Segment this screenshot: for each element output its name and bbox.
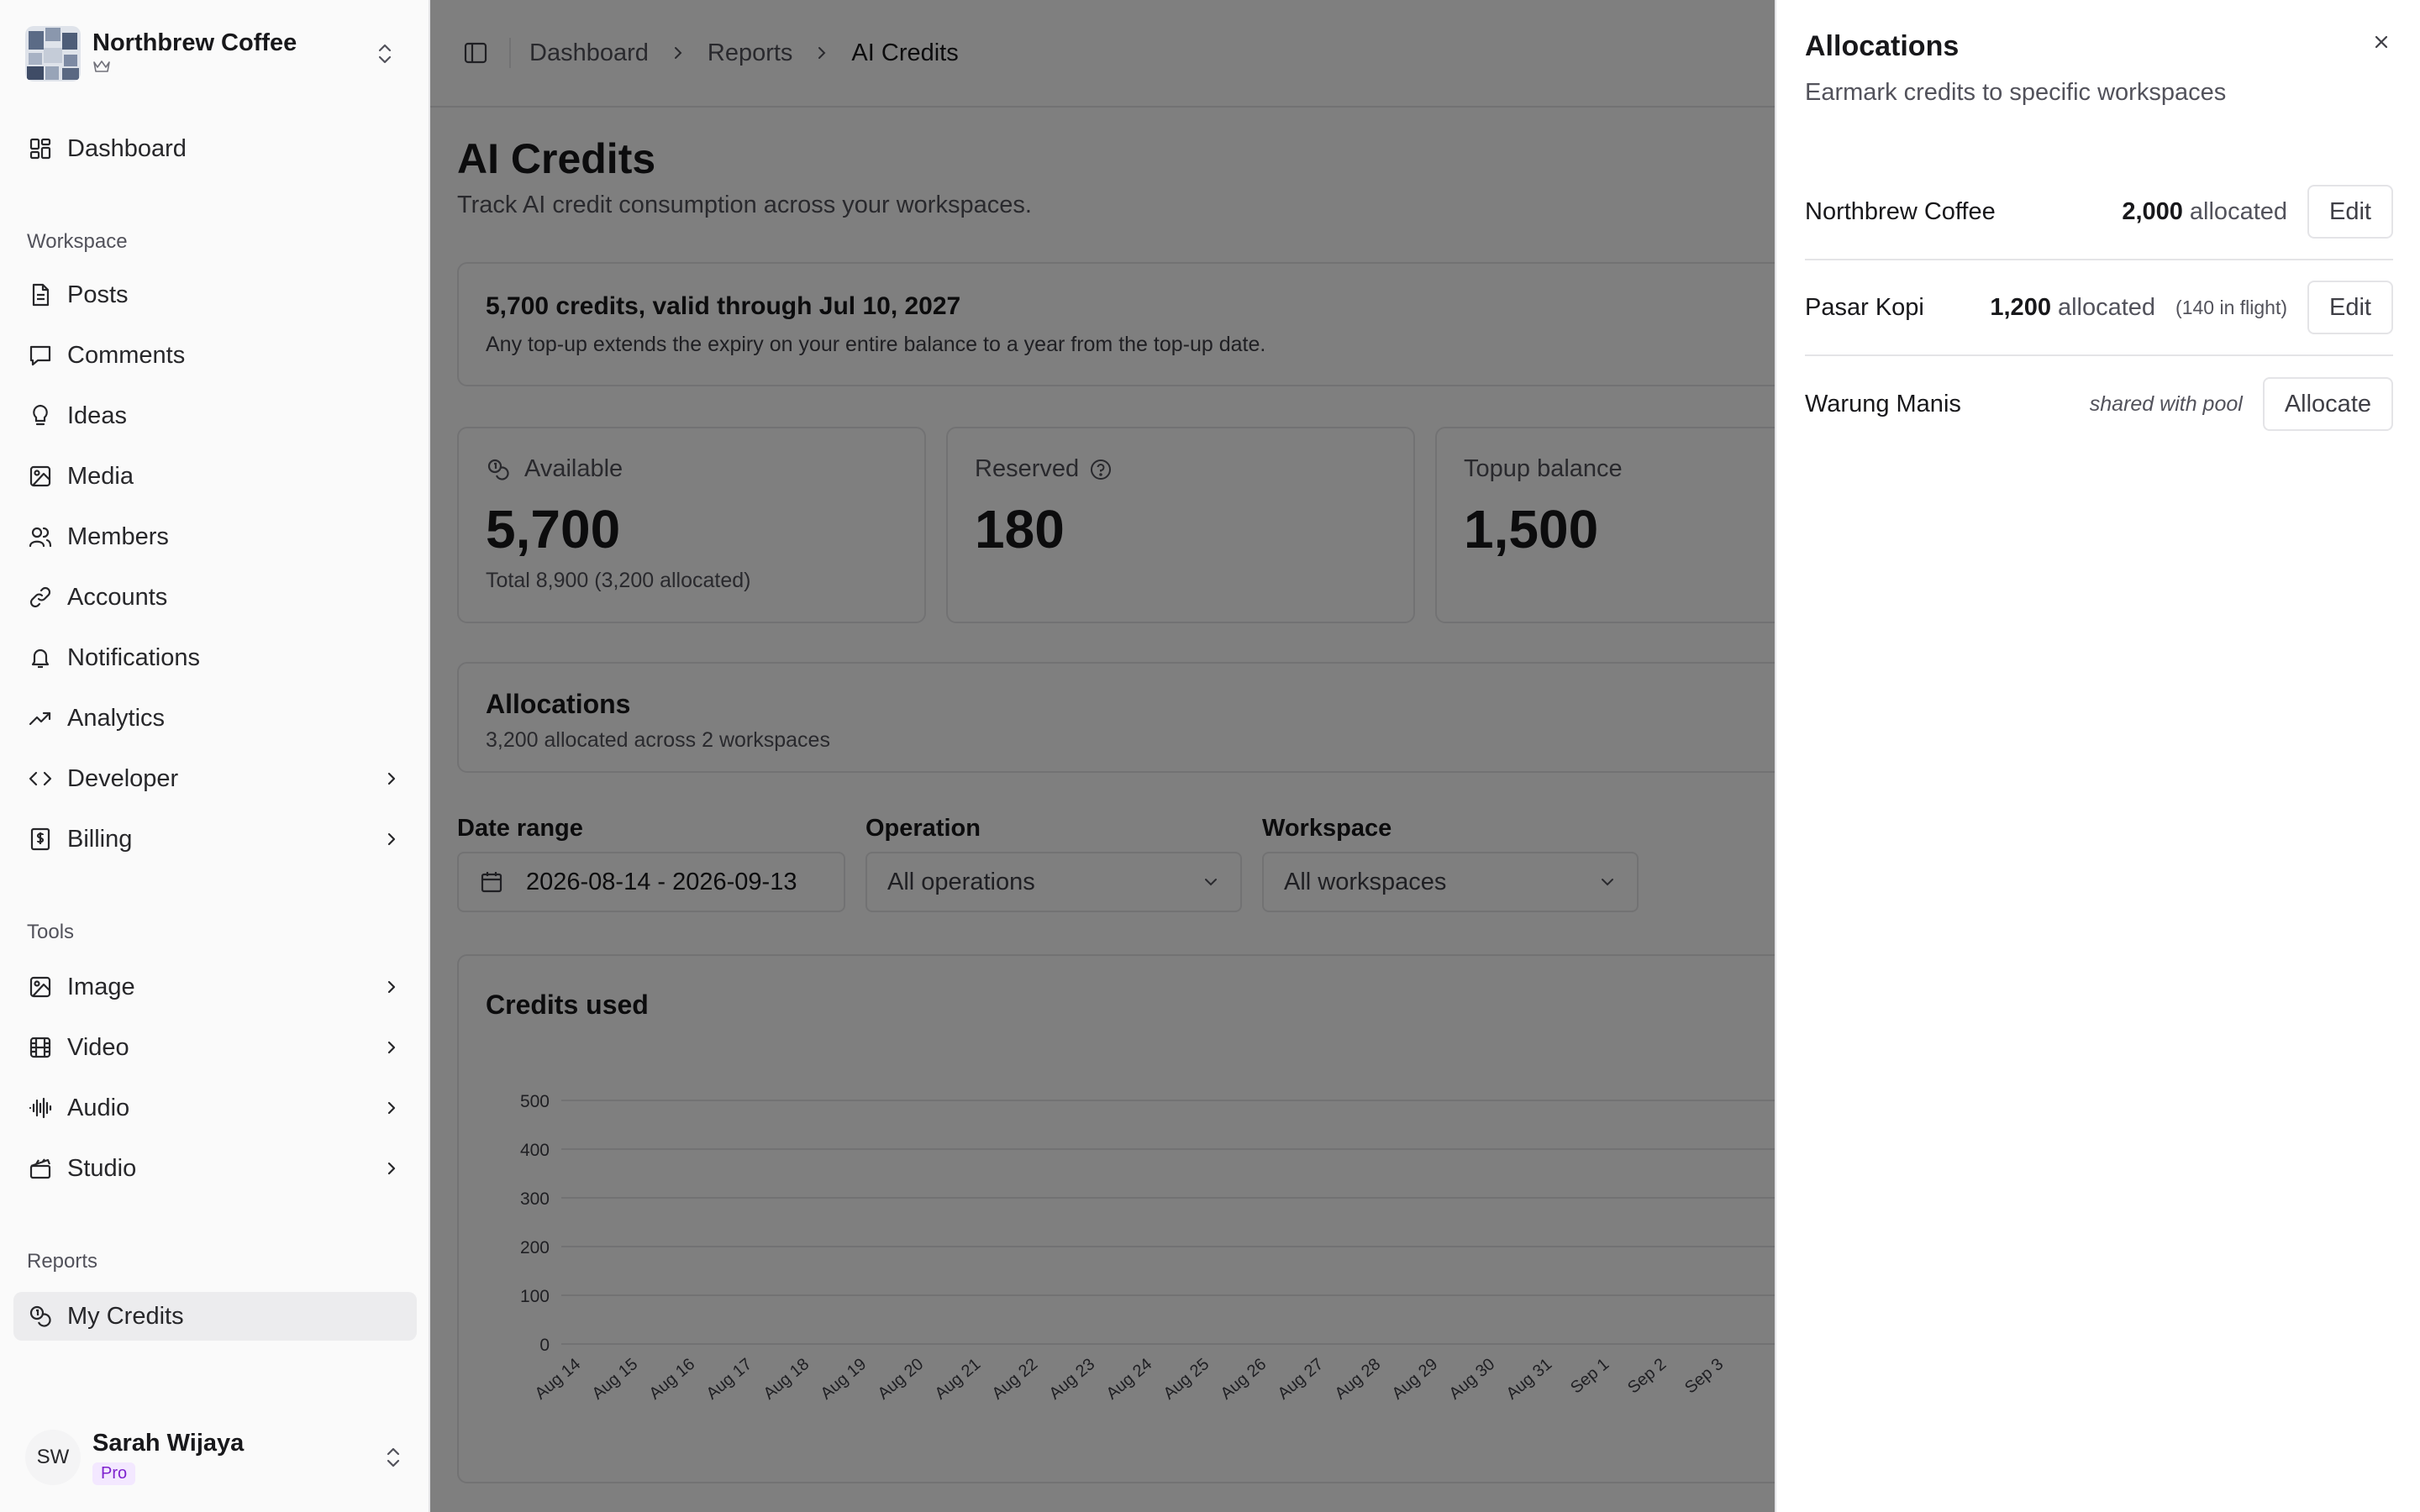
nav-video[interactable]	[13, 1023, 417, 1072]
section-reports: Reports	[27, 1250, 98, 1273]
nav-comments-label: Comments	[67, 341, 186, 369]
shared-with-pool-text: shared with pool	[2089, 391, 2243, 416]
nav-developer[interactable]	[13, 754, 417, 803]
nav-ideas[interactable]	[13, 391, 417, 440]
nav-accounts-label: Accounts	[67, 583, 168, 611]
audio-waveform-icon	[27, 1095, 54, 1121]
image-icon	[27, 974, 54, 1000]
chevron-right-icon	[380, 975, 403, 999]
nav-analytics[interactable]	[13, 694, 417, 743]
nav-accounts[interactable]	[13, 573, 417, 622]
nav-studio[interactable]	[13, 1144, 417, 1193]
nav-members-label: Members	[67, 522, 169, 550]
chevron-right-icon	[380, 1157, 403, 1180]
section-tools: Tools	[27, 921, 75, 943]
nav-audio[interactable]	[13, 1084, 417, 1132]
link-icon	[27, 584, 54, 611]
section-workspace: Workspace	[27, 230, 128, 253]
close-icon	[2371, 32, 2391, 52]
edit-button[interactable]: Edit	[2307, 281, 2393, 334]
nav-billing-label: Billing	[67, 825, 133, 853]
nav-video-label: Video	[67, 1033, 129, 1061]
nav-ideas-label: Ideas	[67, 402, 127, 429]
close-button[interactable]	[2365, 25, 2398, 59]
nav-notifications[interactable]	[13, 633, 417, 682]
chevron-up-down-icon	[381, 1445, 405, 1470]
nav-my-credits-label: My Credits	[67, 1302, 184, 1330]
nav-audio-label: Audio	[67, 1094, 130, 1121]
panel-title: Allocations	[1805, 30, 1960, 62]
allocation-row	[1805, 356, 2393, 452]
nav-studio-label: Studio	[67, 1154, 137, 1182]
nav-image[interactable]	[13, 963, 417, 1011]
nav-posts-label: Posts	[67, 281, 129, 308]
clapperboard-icon	[27, 1155, 54, 1182]
workspace-logo	[25, 26, 81, 81]
allocation-amount: 1,200	[1990, 293, 2051, 321]
nav-posts[interactable]	[13, 270, 417, 319]
allocation-workspace-name: Warung Manis	[1805, 390, 1961, 417]
allocation-unit: allocated	[2057, 293, 2156, 321]
panel-subtitle: Earmark credits to specific workspaces	[1805, 79, 2227, 106]
trending-up-icon	[27, 705, 54, 732]
allocation-unit: allocated	[2189, 197, 2288, 225]
user-name: Sarah Wijaya	[92, 1430, 245, 1457]
dashboard-icon	[27, 135, 54, 162]
crown-icon	[92, 59, 373, 79]
allocate-button[interactable]: Allocate	[2263, 377, 2393, 431]
nav-dashboard-label: Dashboard	[67, 134, 187, 162]
allocation-workspace-name: Pasar Kopi	[1805, 293, 1924, 321]
allocations-panel	[1775, 0, 2420, 1512]
allocation-row	[1805, 260, 2393, 356]
chevron-up-down-icon	[373, 41, 397, 66]
nav-developer-label: Developer	[67, 764, 179, 792]
sidebar	[0, 0, 430, 1512]
allocation-workspace-name: Northbrew Coffee	[1805, 197, 1996, 225]
film-icon	[27, 1034, 54, 1061]
nav-members[interactable]	[13, 512, 417, 561]
nav-media[interactable]	[13, 452, 417, 501]
workspace-name: Northbrew Coffee	[92, 29, 297, 56]
in-flight-count: (140 in flight)	[2175, 296, 2288, 318]
nav-image-label: Image	[67, 973, 135, 1000]
bell-icon	[27, 644, 54, 671]
avatar: SW	[25, 1430, 81, 1485]
receipt-icon	[27, 826, 54, 853]
user-menu[interactable]	[13, 1420, 417, 1495]
chevron-right-icon	[380, 767, 403, 790]
lightbulb-icon	[27, 402, 54, 429]
allocation-row	[1805, 165, 2393, 260]
nav-notifications-label: Notifications	[67, 643, 200, 671]
nav-billing[interactable]	[13, 815, 417, 864]
allocation-amount: 2,000	[2122, 197, 2183, 225]
chevron-right-icon	[380, 1036, 403, 1059]
file-icon	[27, 281, 54, 308]
nav-my-credits[interactable]	[13, 1292, 417, 1341]
nav-comments[interactable]	[13, 331, 417, 380]
comment-icon	[27, 342, 54, 369]
nav-dashboard[interactable]	[13, 124, 417, 173]
chevron-right-icon	[380, 1096, 403, 1120]
plan-badge: Pro	[92, 1462, 135, 1485]
code-icon	[27, 765, 54, 792]
coins-icon	[27, 1303, 54, 1330]
users-icon	[27, 523, 54, 550]
workspace-switcher[interactable]	[13, 20, 408, 87]
chevron-right-icon	[380, 827, 403, 851]
nav-media-label: Media	[67, 462, 134, 490]
nav-analytics-label: Analytics	[67, 704, 166, 732]
edit-button[interactable]: Edit	[2307, 185, 2393, 239]
image-icon	[27, 463, 54, 490]
